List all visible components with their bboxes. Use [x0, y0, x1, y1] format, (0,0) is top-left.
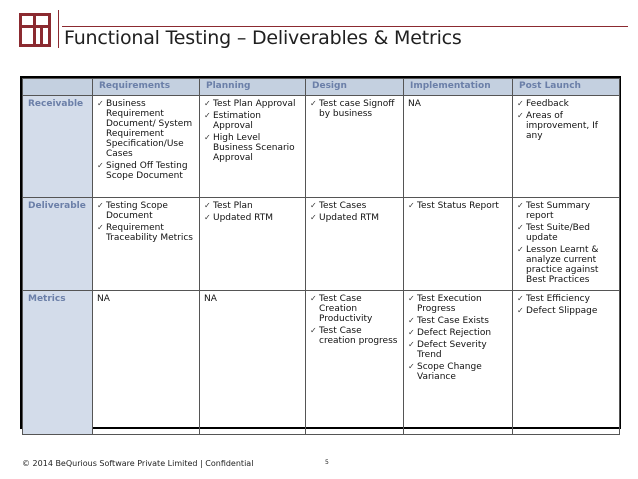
checkmark-icon: ✓	[97, 201, 104, 210]
checklist-item	[204, 201, 301, 211]
table-cell	[513, 96, 620, 198]
table-cell	[93, 198, 200, 291]
checklist-item-text: Test case Signoff by business	[319, 99, 395, 119]
checkmark-icon: ✓	[517, 294, 524, 303]
checklist-item-text: Test Case creation progress	[319, 326, 398, 346]
checklist-item	[408, 294, 508, 314]
checkmark-icon: ✓	[310, 213, 317, 222]
checklist-item-text: Test Plan Approval	[213, 99, 296, 109]
table-cell	[93, 96, 200, 198]
checklist-item	[97, 223, 195, 243]
checkmark-icon: ✓	[408, 294, 415, 303]
checklist-item-text: Test Suite/Bed update	[526, 223, 591, 243]
table-row	[23, 291, 620, 435]
checkmark-icon: ✓	[517, 306, 524, 315]
deliverables-table	[22, 78, 620, 435]
checklist-item-text: Estimation Approval	[213, 111, 261, 131]
cell-text: NA	[408, 99, 421, 109]
checkmark-icon: ✓	[204, 213, 211, 222]
checklist-item-text: Updated RTM	[319, 213, 380, 223]
checklist-item-text: Areas of improvement, If any	[526, 111, 598, 141]
checklist-item	[97, 161, 195, 181]
checklist	[517, 201, 615, 285]
checklist-item	[408, 362, 508, 382]
cell-text: NA	[204, 294, 217, 304]
checklist-item-text: Test Execution Progress	[417, 294, 482, 314]
checklist	[97, 201, 195, 243]
column-header: Implementation	[404, 79, 513, 96]
page-number: 5	[325, 459, 329, 466]
checklist-item-text: Business Requirement Document/ System Requirement Specification/Use Cases	[106, 99, 193, 159]
checklist-item	[517, 111, 615, 141]
checklist-item	[408, 328, 508, 338]
table-cell	[404, 96, 513, 198]
checklist-item	[408, 201, 508, 211]
checklist-item	[97, 99, 195, 159]
checklist-item	[517, 294, 615, 304]
checkmark-icon: ✓	[517, 111, 524, 120]
checklist-item-text: Scope Change Variance	[417, 362, 482, 382]
checklist-item-text: Test Case Creation Productivity	[319, 294, 373, 324]
table-cell	[306, 198, 404, 291]
table-row	[23, 198, 620, 291]
checklist-item	[204, 133, 301, 163]
checklist-item-text: Defect Severity Trend	[417, 340, 487, 360]
checklist-item-text: Signed Off Testing Scope Document	[106, 161, 188, 181]
table-header-row	[23, 79, 620, 96]
checklist	[97, 99, 195, 181]
checklist-item-text: Requirement Traceability Metrics	[106, 223, 193, 243]
checklist	[517, 294, 615, 316]
column-header: Requirements	[93, 79, 200, 96]
title-divider	[58, 10, 59, 48]
table-cell	[404, 291, 513, 435]
table-cell	[404, 198, 513, 291]
checklist-item	[310, 201, 399, 211]
checkmark-icon: ✓	[310, 201, 317, 210]
checklist-item	[204, 99, 301, 109]
checklist-item-text: Test Summary report	[526, 201, 591, 221]
checklist-item	[204, 213, 301, 223]
column-header: Design	[306, 79, 404, 96]
table-cell	[200, 291, 306, 435]
checklist	[408, 201, 508, 211]
checklist-item	[408, 316, 508, 326]
checklist-item-text: Test Case Exists	[417, 316, 489, 326]
checkmark-icon: ✓	[204, 133, 211, 142]
checkmark-icon: ✓	[97, 223, 104, 232]
checkmark-icon: ✓	[204, 99, 211, 108]
checklist-item-text: Updated RTM	[213, 213, 274, 223]
checkmark-icon: ✓	[204, 111, 211, 120]
checkmark-icon: ✓	[517, 99, 524, 108]
row-header: Deliverable	[23, 198, 93, 291]
checkmark-icon: ✓	[408, 316, 415, 325]
checklist	[204, 99, 301, 163]
checklist-item-text: Defect Rejection	[417, 328, 492, 338]
checkmark-icon: ✓	[310, 294, 317, 303]
checklist-item-text: High Level Business Scenario Approval	[213, 133, 295, 163]
checkmark-icon: ✓	[408, 362, 415, 371]
checklist-item	[408, 340, 508, 360]
checklist	[310, 294, 399, 346]
checklist-item	[517, 306, 615, 316]
deliverables-table-frame	[20, 76, 621, 429]
column-header: Post Launch	[513, 79, 620, 96]
checkmark-icon: ✓	[408, 328, 415, 337]
company-logo	[19, 13, 51, 47]
table-row	[23, 96, 620, 198]
cell-text: NA	[97, 294, 110, 304]
checklist-item-text: Defect Slippage	[526, 306, 598, 316]
checklist	[204, 201, 301, 223]
checklist-item	[517, 245, 615, 285]
table-cell	[513, 291, 620, 435]
footer-copyright: © 2014 BeQurious Software Private Limited | Confidential	[22, 459, 254, 468]
checkmark-icon: ✓	[517, 223, 524, 232]
checklist-item-text: Feedback	[526, 99, 569, 109]
checklist	[408, 294, 508, 382]
row-header: Metrics	[23, 291, 93, 435]
checklist-item	[517, 99, 615, 109]
row-header: Receivable	[23, 96, 93, 198]
column-header	[23, 79, 93, 96]
checklist-item-text: Lesson Learnt & analyze current practice against Best Practices	[526, 245, 599, 285]
table-cell	[513, 198, 620, 291]
table-cell	[306, 291, 404, 435]
column-header: Planning	[200, 79, 306, 96]
checklist	[310, 99, 399, 119]
checklist-item-text: Test Plan	[213, 201, 253, 211]
checklist-item	[517, 201, 615, 221]
checklist	[517, 99, 615, 141]
table-cell	[200, 96, 306, 198]
checkmark-icon: ✓	[408, 201, 415, 210]
checklist	[310, 201, 399, 223]
checkmark-icon: ✓	[97, 99, 104, 108]
checkmark-icon: ✓	[517, 201, 524, 210]
checklist-item	[310, 326, 399, 346]
checklist-item	[310, 99, 399, 119]
table-cell	[93, 291, 200, 435]
checklist-item	[97, 201, 195, 221]
checklist-item	[517, 223, 615, 243]
checklist-item-text: Testing Scope Document	[106, 201, 168, 221]
checklist-item-text: Test Efficiency	[526, 294, 590, 304]
checklist-item	[310, 213, 399, 223]
checkmark-icon: ✓	[517, 245, 524, 254]
checkmark-icon: ✓	[204, 201, 211, 210]
page-title: Functional Testing – Deliverables & Metrics	[64, 27, 462, 49]
checklist-item-text: Test Cases	[319, 201, 367, 211]
table-cell	[306, 96, 404, 198]
checkmark-icon: ✓	[310, 99, 317, 108]
checklist-item	[204, 111, 301, 131]
checkmark-icon: ✓	[97, 161, 104, 170]
checklist-item	[310, 294, 399, 324]
checkmark-icon: ✓	[310, 326, 317, 335]
table-cell	[200, 198, 306, 291]
checkmark-icon: ✓	[408, 340, 415, 349]
checklist-item-text: Test Status Report	[417, 201, 499, 211]
